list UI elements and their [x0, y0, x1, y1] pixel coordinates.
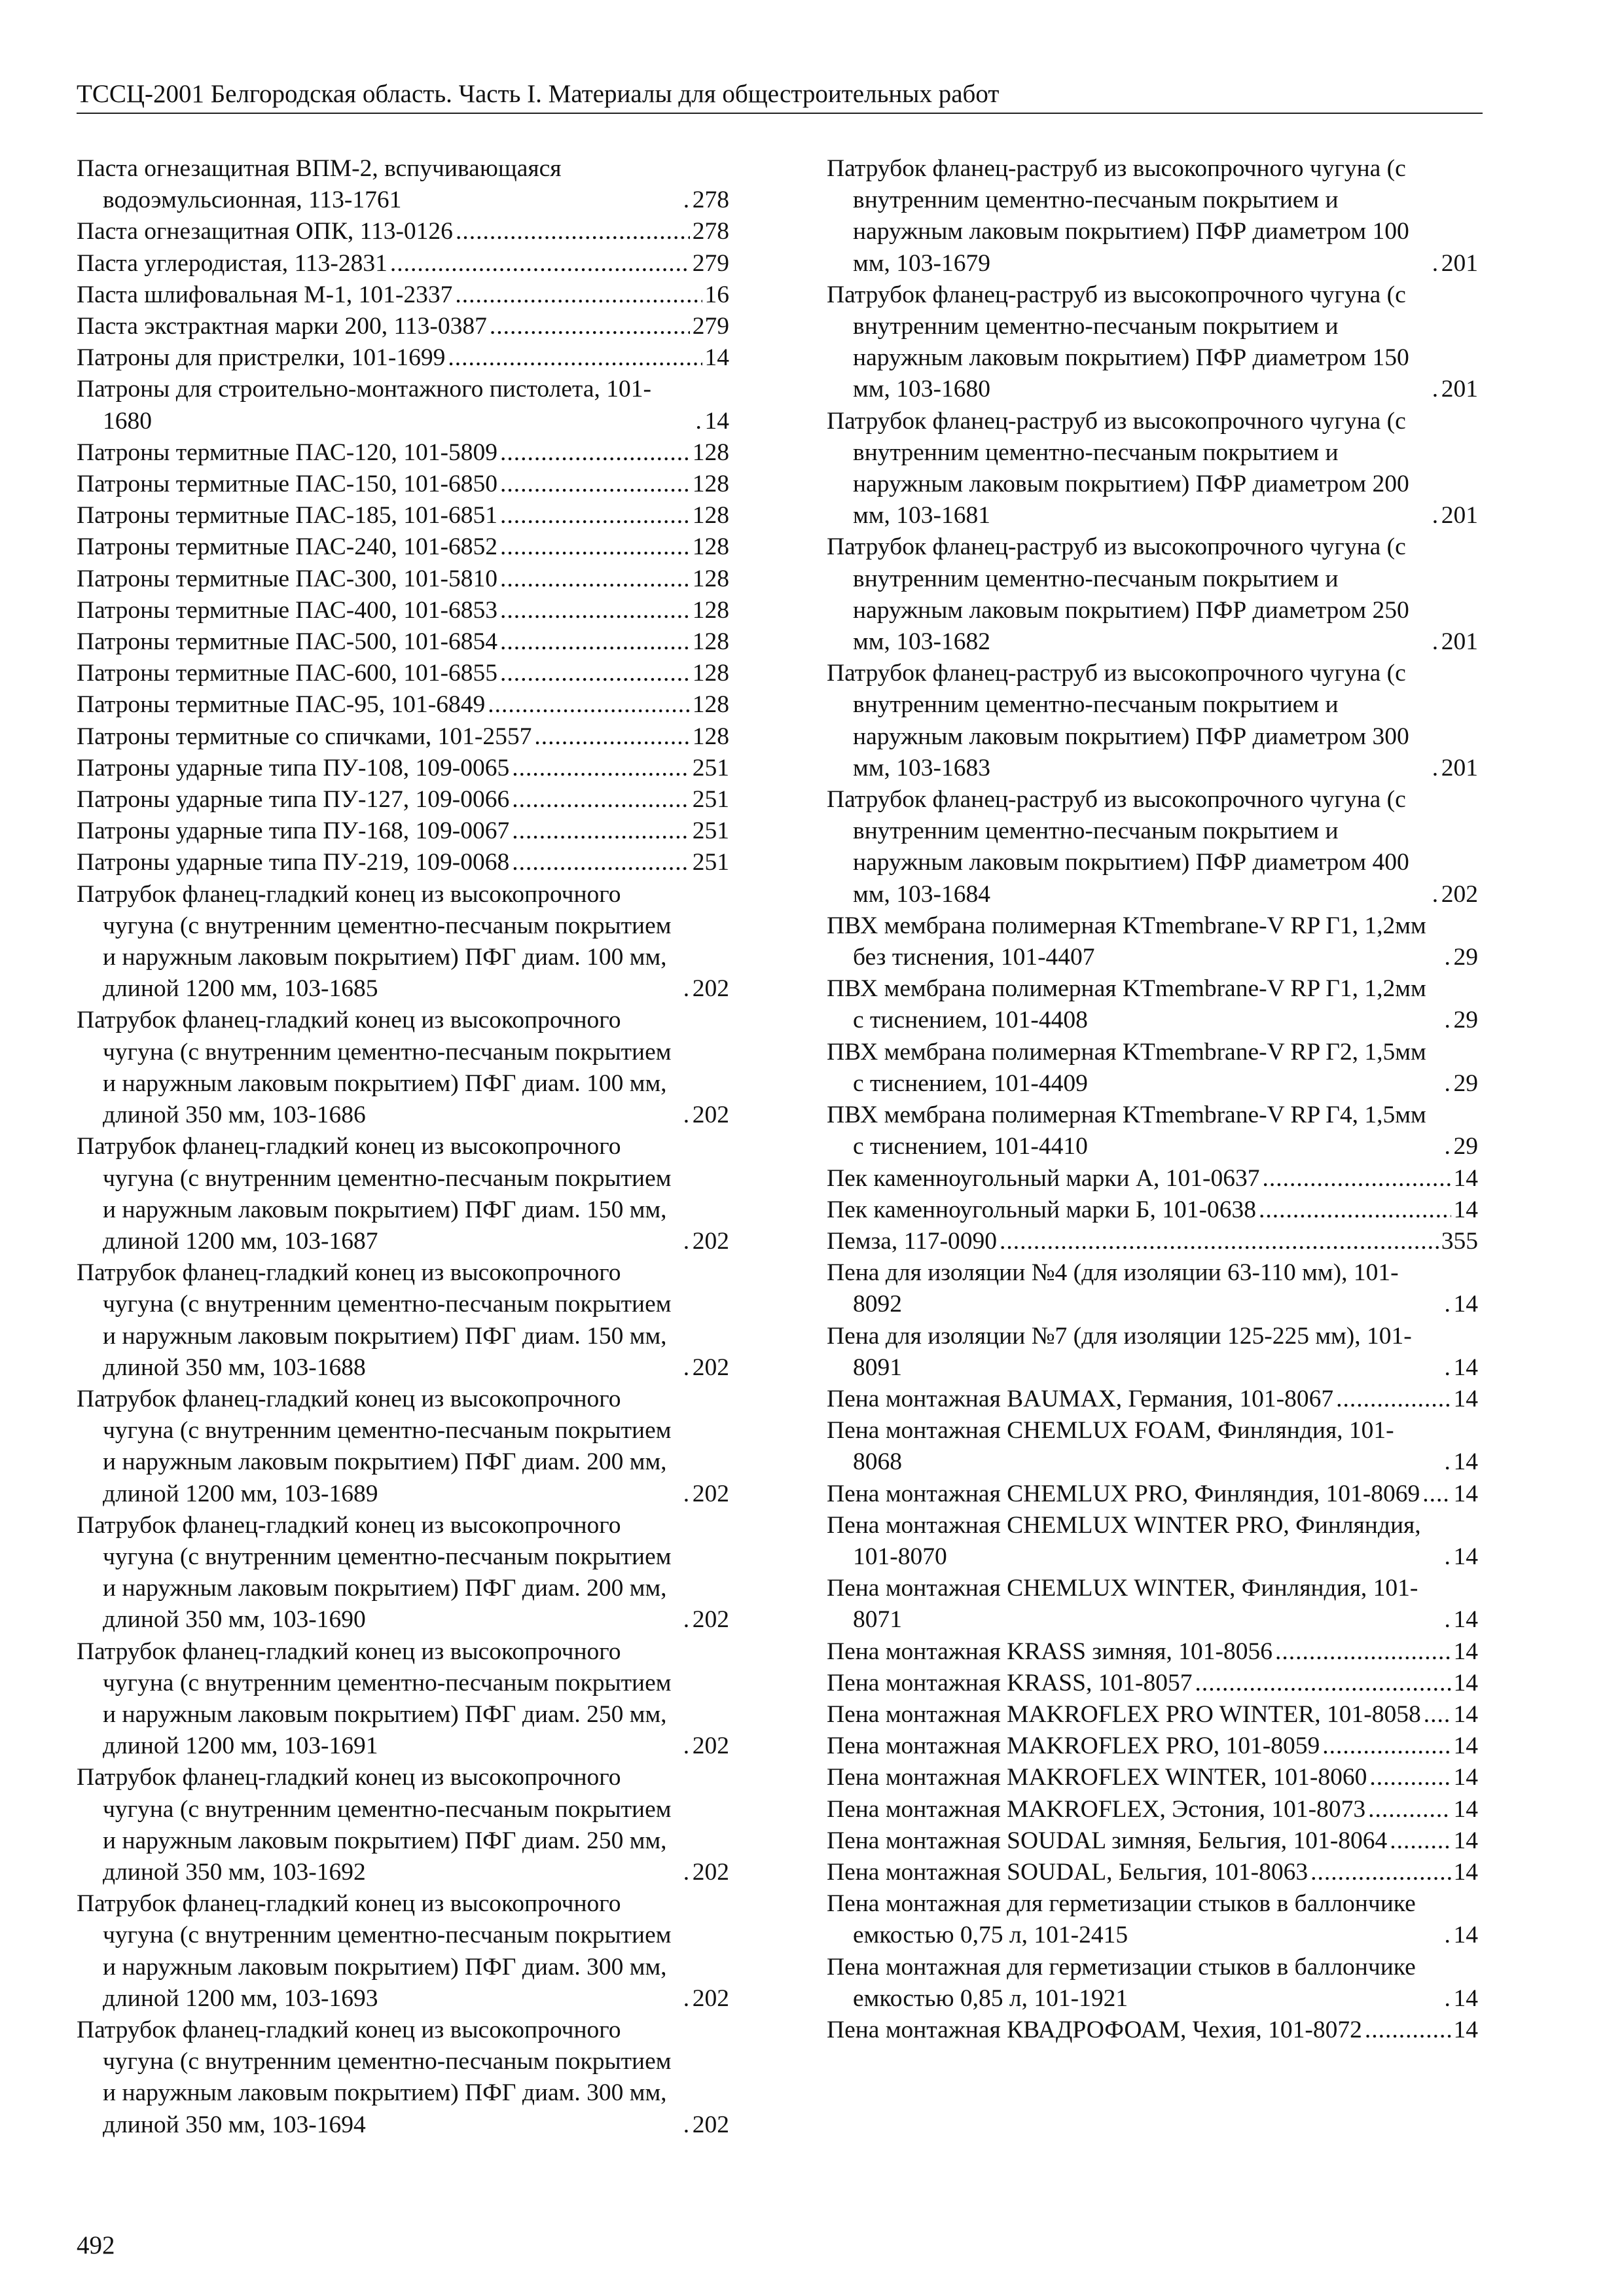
- dot-leader: [500, 437, 690, 469]
- index-entry: [827, 406, 1478, 532]
- index-entry: [827, 784, 1478, 910]
- entry-text: Пемза, 117-0090: [827, 1227, 998, 1255]
- entry-page-number: 14: [1453, 1448, 1478, 1476]
- entry-text: Пена монтажная для герметизации стыков в баллончике емкостью 0,75 л, 101-2415: [827, 1890, 1416, 1949]
- index-entry: [77, 1131, 729, 1257]
- dot-leader: [500, 469, 690, 500]
- entry-page-number: 202: [692, 1858, 729, 1886]
- dot-leader: [500, 531, 690, 563]
- entry-page-number: 128: [692, 502, 729, 529]
- dot-leader: [1336, 1384, 1451, 1415]
- entry-text: Патроны ударные типа ПУ-168, 109-0067: [77, 817, 510, 845]
- index-entry: [827, 1762, 1478, 1793]
- entry-text: Пена монтажная КВАДРОФОАМ, Чехия, 101-8072: [827, 2016, 1362, 2043]
- entry-text: Патроны ударные типа ПУ-108, 109-0065: [77, 754, 510, 781]
- dot-leader: [500, 595, 690, 626]
- dot-leader: [1432, 753, 1439, 784]
- index-entry: [827, 2015, 1478, 2046]
- entry-page-number: 202: [692, 1732, 729, 1760]
- entry-text: Патрубок фланец-гладкий конец из высокопрочного чугуна (с внутренним цементно-песчаным покрытием и наружным лаковым покрытием) ПФГ диам. 300 мм, длиной 1200 мм, 103-1693: [77, 1890, 672, 2012]
- index-entry: [827, 1384, 1478, 1415]
- entry-page-number: 278: [692, 187, 729, 214]
- entry-page-number: 251: [692, 817, 729, 845]
- entry-page-number: 14: [1453, 1196, 1478, 1223]
- entry-text: Патроны термитные ПАС-240, 101-6852: [77, 533, 497, 561]
- entry-page-number: 202: [692, 1984, 729, 2012]
- entry-text: Пек каменноугольный марки Б, 101-0638: [827, 1196, 1256, 1223]
- index-entry: [77, 500, 729, 531]
- dot-leader: [512, 847, 689, 878]
- dot-leader: [488, 689, 690, 721]
- entry-page-number: 14: [1453, 1354, 1478, 1381]
- entry-page-number: 29: [1453, 944, 1478, 971]
- dot-leader: [1263, 1163, 1451, 1194]
- dot-leader: [500, 564, 690, 595]
- entry-page-number: 355: [1441, 1227, 1478, 1255]
- page-number: 492: [77, 2231, 115, 2259]
- entry-page-number: 202: [692, 1480, 729, 1507]
- entry-page-number: 14: [704, 407, 729, 435]
- index-column-right: [827, 153, 1478, 2046]
- entry-text: Патрубок фланец-раструб из высокопрочного чугуна (с внутренним цементно-песчаным покрытием и наружным лаковым покрытием) ПФР диаметром 150 мм, 103-1680: [827, 281, 1409, 403]
- entry-text: Патроны термитные ПАС-120, 101-5809: [77, 439, 497, 466]
- entry-page-number: 128: [692, 565, 729, 592]
- entry-page-number: 201: [1441, 754, 1478, 781]
- dot-leader: [1445, 1446, 1451, 1478]
- index-entry: [77, 248, 729, 279]
- dot-leader: [456, 216, 690, 247]
- entry-page-number: 14: [1453, 1606, 1478, 1634]
- index-entry: [827, 1636, 1478, 1668]
- index-entry: [77, 879, 729, 1005]
- dot-leader: [1445, 1541, 1451, 1573]
- dot-leader: [683, 1604, 690, 1636]
- entry-text: Пена монтажная CHEMLUX WINTER PRO, Финляндия, 101-8070: [827, 1511, 1421, 1570]
- entry-page-number: 29: [1453, 1069, 1478, 1097]
- entry-text: Пена монтажная CHEMLUX WINTER, Финляндия, 101-8071: [827, 1575, 1418, 1634]
- entry-page-number: 14: [1453, 1543, 1478, 1570]
- entry-page-number: 128: [692, 723, 729, 750]
- dot-leader: [696, 406, 702, 437]
- entry-text: Патроны ударные типа ПУ-127, 109-0066: [77, 786, 510, 814]
- dot-leader: [1365, 2015, 1451, 2046]
- entry-text: Патроны термитные ПАС-150, 101-6850: [77, 471, 497, 498]
- entry-text: Пена монтажная CHEMLUX FOAM, Финляндия, 101-8068: [827, 1417, 1394, 1476]
- entry-page-number: 128: [692, 596, 729, 624]
- dot-leader: [1259, 1194, 1451, 1226]
- entry-text: Патроны для пристрелки, 101-1699: [77, 344, 446, 372]
- index-entry: [77, 564, 729, 595]
- entry-page-number: 202: [692, 975, 729, 1003]
- index-entry: [827, 1573, 1478, 1636]
- entry-text: Патроны термитные ПАС-600, 101-6855: [77, 660, 497, 687]
- entry-text: Пена монтажная MAKROFLEX PRO WINTER, 101-8058: [827, 1700, 1421, 1728]
- dot-leader: [683, 973, 690, 1005]
- dot-leader: [1422, 1479, 1451, 1510]
- dot-leader: [500, 658, 690, 689]
- entry-page-number: 14: [1453, 1858, 1478, 1886]
- index-entry: [77, 784, 729, 816]
- entry-page-number: 14: [1453, 1827, 1478, 1854]
- entry-text: Пена монтажная CHEMLUX PRO, Финляндия, 101-8069: [827, 1480, 1420, 1507]
- index-entry: [827, 1321, 1478, 1384]
- dot-leader: [1000, 1226, 1439, 1257]
- index-entry: [77, 2015, 729, 2141]
- entry-text: Пена монтажная SOUDAL, Бельгия, 101-8063: [827, 1858, 1308, 1886]
- index-entry: [827, 1825, 1478, 1857]
- dot-leader: [500, 626, 690, 658]
- entry-text: ПВХ мембрана полимерная KTmembrane-V RP Г1, 1,2мм с тиснением, 101-4408: [827, 975, 1426, 1034]
- dot-leader: [390, 248, 690, 279]
- entry-page-number: 128: [692, 660, 729, 687]
- index-entry: [827, 973, 1478, 1036]
- dot-leader: [683, 185, 690, 216]
- index-entry: [827, 531, 1478, 658]
- entry-page-number: 14: [1453, 1291, 1478, 1318]
- index-entry: [827, 1510, 1478, 1573]
- dot-leader: [1432, 626, 1439, 658]
- index-entry: [77, 1005, 729, 1131]
- entry-page-number: 14: [1453, 1385, 1478, 1412]
- entry-text: Пена монтажная MAKROFLEX PRO, 101-8059: [827, 1732, 1320, 1760]
- dot-leader: [1445, 1983, 1451, 2015]
- entry-text: Пена монтажная SOUDAL зимняя, Бельгия, 101-8064: [827, 1827, 1388, 1854]
- entry-page-number: 14: [1453, 1669, 1478, 1696]
- index-entry: [77, 311, 729, 342]
- dot-leader: [1445, 1920, 1451, 1951]
- index-entry: [827, 1257, 1478, 1320]
- entry-text: Патрубок фланец-гладкий конец из высокопрочного чугуна (с внутренним цементно-песчаным покрытием и наружным лаковым покрытием) ПФГ диам. 200 мм, длиной 350 мм, 103-1690: [77, 1511, 672, 1634]
- dot-leader: [500, 500, 690, 531]
- entry-text: Патроны термитные ПАС-95, 101-6849: [77, 691, 486, 719]
- index-entry: [827, 1415, 1478, 1478]
- entry-page-number: 279: [692, 313, 729, 340]
- entry-page-number: 14: [1453, 2016, 1478, 2043]
- entry-text: Патрубок фланец-гладкий конец из высокопрочного чугуна (с внутренним цементно-песчаным покрытием и наружным лаковым покрытием) ПФГ диам. 200 мм, длиной 1200 мм, 103-1689: [77, 1385, 672, 1507]
- entry-text: Патрубок фланец-гладкий конец из высокопрочного чугуна (с внутренним цементно-песчаным покрытием и наружным лаковым покрытием) ПФГ диам. 150 мм, длиной 1200 мм, 103-1687: [77, 1133, 672, 1255]
- dot-leader: [1322, 1731, 1451, 1762]
- index-entry: [827, 1794, 1478, 1825]
- index-entry: [827, 279, 1478, 406]
- entry-text: Патрубок фланец-гладкий конец из высокопрочного чугуна (с внутренним цементно-песчаным покрытием и наружным лаковым покрытием) ПФГ диам. 300 мм, длиной 350 мм, 103-1694: [77, 2016, 672, 2138]
- entry-page-number: 14: [1453, 1732, 1478, 1760]
- entry-text: Патрубок фланец-гладкий конец из высокопрочного чугуна (с внутренним цементно-песчаным покрытием и наружным лаковым покрытием) ПФГ диам. 150 мм, длиной 350 мм, 103-1688: [77, 1259, 672, 1381]
- dot-leader: [1445, 942, 1451, 973]
- index-entry: [77, 753, 729, 784]
- entry-page-number: 251: [692, 786, 729, 814]
- entry-text: Пена монтажная KRASS зимняя, 101-8056: [827, 1638, 1273, 1665]
- dot-leader: [534, 721, 689, 753]
- entry-page-number: 278: [692, 218, 729, 245]
- entry-page-number: 251: [692, 849, 729, 876]
- index-entry: [77, 1384, 729, 1510]
- dot-leader: [490, 311, 690, 342]
- entry-page-number: 128: [692, 439, 729, 466]
- dot-leader: [1445, 1131, 1451, 1162]
- entry-text: Патрубок фланец-раструб из высокопрочного чугуна (с внутренним цементно-песчаным покрытием и наружным лаковым покрытием) ПФР диаметром 250 мм, 103-1682: [827, 533, 1409, 656]
- entry-page-number: 202: [692, 1102, 729, 1129]
- dot-leader: [1445, 1068, 1451, 1100]
- entry-page-number: 14: [1453, 1764, 1478, 1791]
- entry-page-number: 14: [1453, 1922, 1478, 1949]
- index-entry: [827, 1952, 1478, 2015]
- index-entry: [77, 216, 729, 247]
- index-entry: [77, 531, 729, 563]
- index-entry: [77, 153, 729, 216]
- dot-leader: [1445, 1289, 1451, 1320]
- entry-page-number: 201: [1441, 502, 1478, 529]
- entry-text: Пена монтажная для герметизации стыков в баллончике емкостью 0,85 л, 101-1921: [827, 1953, 1416, 2012]
- entry-page-number: 202: [1441, 880, 1478, 908]
- entry-text: Патроны для строительно-монтажного пистолета, 101-1680: [77, 376, 651, 435]
- dot-leader: [1445, 1005, 1451, 1036]
- entry-text: Патроны термитные ПАС-185, 101-6851: [77, 502, 497, 529]
- index-entry: [827, 1163, 1478, 1194]
- index-entry: [77, 595, 729, 626]
- entry-page-number: 128: [692, 691, 729, 719]
- entry-page-number: 202: [692, 1227, 729, 1255]
- entry-text: Пена монтажная BAUMAX, Германия, 101-8067: [827, 1385, 1334, 1412]
- entry-page-number: 29: [1453, 1133, 1478, 1160]
- index-entry: [77, 626, 729, 658]
- index-entry: [77, 658, 729, 689]
- index-entry: [77, 342, 729, 374]
- entry-page-number: 128: [692, 628, 729, 656]
- index-entry: [77, 374, 729, 437]
- index-entry: [77, 1257, 729, 1384]
- index-entry: [827, 910, 1478, 973]
- index-entry: [827, 1037, 1478, 1100]
- page-header: ТССЦ-2001 Белгородская область. Часть I. Материалы для общестроительных работ: [77, 77, 1483, 114]
- entry-page-number: 16: [704, 281, 729, 308]
- entry-text: Патрубок фланец-гладкий конец из высокопрочного чугуна (с внутренним цементно-песчаным покрытием и наружным лаковым покрытием) ПФГ диам. 250 мм, длиной 1200 мм, 103-1691: [77, 1638, 672, 1760]
- dot-leader: [683, 1226, 690, 1257]
- dot-leader: [1310, 1857, 1451, 1888]
- dot-leader: [1424, 1699, 1451, 1731]
- index-entry: [77, 847, 729, 878]
- index-entry: [827, 1100, 1478, 1162]
- entry-page-number: 14: [1453, 1795, 1478, 1823]
- index-column-left: [77, 153, 729, 2141]
- dot-leader: [1445, 1352, 1451, 1384]
- index-entry: [827, 1731, 1478, 1762]
- entry-text: ПВХ мембрана полимерная KTmembrane-V RP Г2, 1,5мм с тиснением, 101-4409: [827, 1038, 1426, 1097]
- entry-page-number: 201: [1441, 628, 1478, 656]
- index-entry: [827, 153, 1478, 279]
- index-entry: [827, 658, 1478, 784]
- entry-text: Патрубок фланец-гладкий конец из высокопрочного чугуна (с внутренним цементно-песчаным покрытием и наружным лаковым покрытием) ПФГ диам. 100 мм, длиной 350 мм, 103-1686: [77, 1007, 672, 1129]
- index-entry: [827, 1888, 1478, 1951]
- dot-leader: [1275, 1636, 1451, 1668]
- entry-text: ПВХ мембрана полимерная KTmembrane-V RP Г4, 1,5мм с тиснением, 101-4410: [827, 1102, 1426, 1160]
- entry-text: Патроны термитные ПАС-400, 101-6853: [77, 596, 497, 624]
- dot-leader: [512, 753, 689, 784]
- entry-page-number: 14: [1453, 1638, 1478, 1665]
- index-entry: [827, 1699, 1478, 1731]
- dot-leader: [683, 1857, 690, 1888]
- entry-text: Патроны термитные ПАС-500, 101-6854: [77, 628, 497, 656]
- dot-leader: [683, 1100, 690, 1131]
- entry-text: Паста углеродистая, 113-2831: [77, 249, 388, 277]
- entry-text: Паста огнезащитная ВПМ-2, вспучивающаяся водоэмульсионная, 113-1761: [77, 155, 562, 214]
- entry-text: Патрубок фланец-гладкий конец из высокопрочного чугуна (с внутренним цементно-песчаным покрытием и наружным лаковым покрытием) ПФГ диам. 100 мм, длиной 1200 мм, 103-1685: [77, 880, 672, 1003]
- entry-text: Пек каменноугольный марки А, 101-0637: [827, 1164, 1260, 1192]
- entry-page-number: 128: [692, 533, 729, 561]
- entry-page-number: 14: [1453, 1984, 1478, 2012]
- index-entry: [77, 1636, 729, 1763]
- entry-text: Пена монтажная MAKROFLEX, Эстония, 101-8073: [827, 1795, 1366, 1823]
- dot-leader: [1432, 248, 1439, 279]
- entry-text: ПВХ мембрана полимерная KTmembrane-V RP Г1, 1,2мм без тиснения, 101-4407: [827, 912, 1426, 971]
- entry-page-number: 251: [692, 754, 729, 781]
- entry-page-number: 201: [1441, 376, 1478, 403]
- index-entry: [827, 1226, 1478, 1257]
- entry-text: Патроны термитные ПАС-300, 101-5810: [77, 565, 497, 592]
- index-entry: [77, 689, 729, 721]
- dot-leader: [455, 279, 702, 311]
- entry-page-number: 279: [692, 249, 729, 277]
- index-entry: [77, 1510, 729, 1636]
- entry-text: Пена монтажная KRASS, 101-8057: [827, 1669, 1193, 1696]
- dot-leader: [683, 1731, 690, 1762]
- entry-text: Патрубок фланец-гладкий конец из высокопрочного чугуна (с внутренним цементно-песчаным покрытием и наружным лаковым покрытием) ПФГ диам. 250 мм, длиной 350 мм, 103-1692: [77, 1764, 672, 1886]
- index-entry: [827, 1194, 1478, 1226]
- dot-leader: [683, 1479, 690, 1510]
- dot-leader: [1369, 1762, 1451, 1793]
- entry-text: Патрубок фланец-раструб из высокопрочного чугуна (с внутренним цементно-песчаным покрытием и наружным лаковым покрытием) ПФР диаметром 200 мм, 103-1681: [827, 407, 1409, 529]
- entry-page-number: 29: [1453, 1007, 1478, 1034]
- index-entry: [77, 279, 729, 311]
- index-entry: [77, 437, 729, 469]
- index-entry: [77, 469, 729, 500]
- dot-leader: [1445, 1604, 1451, 1636]
- dot-leader: [683, 1983, 690, 2015]
- entry-text: Патрубок фланец-раструб из высокопрочного чугуна (с внутренним цементно-песчаным покрытием и наружным лаковым покрытием) ПФР диаметром 400 мм, 103-1684: [827, 786, 1409, 908]
- entry-page-number: 202: [692, 1606, 729, 1634]
- dot-leader: [683, 2109, 690, 2141]
- index-entry: [77, 721, 729, 753]
- entry-text: Пена для изоляции №7 (для изоляции 125-225 мм), 101-8091: [827, 1322, 1412, 1381]
- index-entry: [77, 816, 729, 847]
- entry-text: Пена для изоляции №4 (для изоляции 63-110 мм), 101-8092: [827, 1259, 1399, 1318]
- entry-page-number: 14: [704, 344, 729, 372]
- index-entry: [827, 1668, 1478, 1699]
- entry-text: Пена монтажная MAKROFLEX WINTER, 101-8060: [827, 1764, 1367, 1791]
- entry-text: Паста огнезащитная ОПК, 113-0126: [77, 218, 453, 245]
- dot-leader: [512, 816, 689, 847]
- entry-text: Паста шлифовальная М-1, 101-2337: [77, 281, 453, 308]
- dot-leader: [1432, 879, 1439, 910]
- index-entry: [77, 1888, 729, 2015]
- entry-text: Паста экстрактная марки 200, 113-0387: [77, 313, 487, 340]
- entry-page-number: 14: [1453, 1700, 1478, 1728]
- index-entry: [827, 1479, 1478, 1510]
- entry-page-number: 201: [1441, 249, 1478, 277]
- dot-leader: [1432, 374, 1439, 405]
- dot-leader: [1195, 1668, 1451, 1699]
- dot-leader: [448, 342, 702, 374]
- entry-text: Патрубок фланец-раструб из высокопрочного чугуна (с внутренним цементно-песчаным покрытием и наружным лаковым покрытием) ПФР диаметром 300 мм, 103-1683: [827, 660, 1409, 781]
- entry-page-number: 14: [1453, 1480, 1478, 1507]
- dot-leader: [1368, 1794, 1451, 1825]
- dot-leader: [1432, 500, 1439, 531]
- index-entry: [827, 1857, 1478, 1888]
- entry-text: Патроны термитные со спичками, 101-2557: [77, 723, 532, 750]
- dot-leader: [683, 1352, 690, 1384]
- entry-text: Патрубок фланец-раструб из высокопрочного чугуна (с внутренним цементно-песчаным покрытием и наружным лаковым покрытием) ПФР диаметром 100 мм, 103-1679: [827, 155, 1409, 277]
- entry-page-number: 202: [692, 1354, 729, 1381]
- index-entry: [77, 1762, 729, 1888]
- dot-leader: [512, 784, 689, 816]
- entry-page-number: 128: [692, 471, 729, 498]
- entry-page-number: 14: [1453, 1164, 1478, 1192]
- dot-leader: [1390, 1825, 1451, 1857]
- entry-text: Патроны ударные типа ПУ-219, 109-0068: [77, 849, 510, 876]
- entry-page-number: 202: [692, 2111, 729, 2138]
